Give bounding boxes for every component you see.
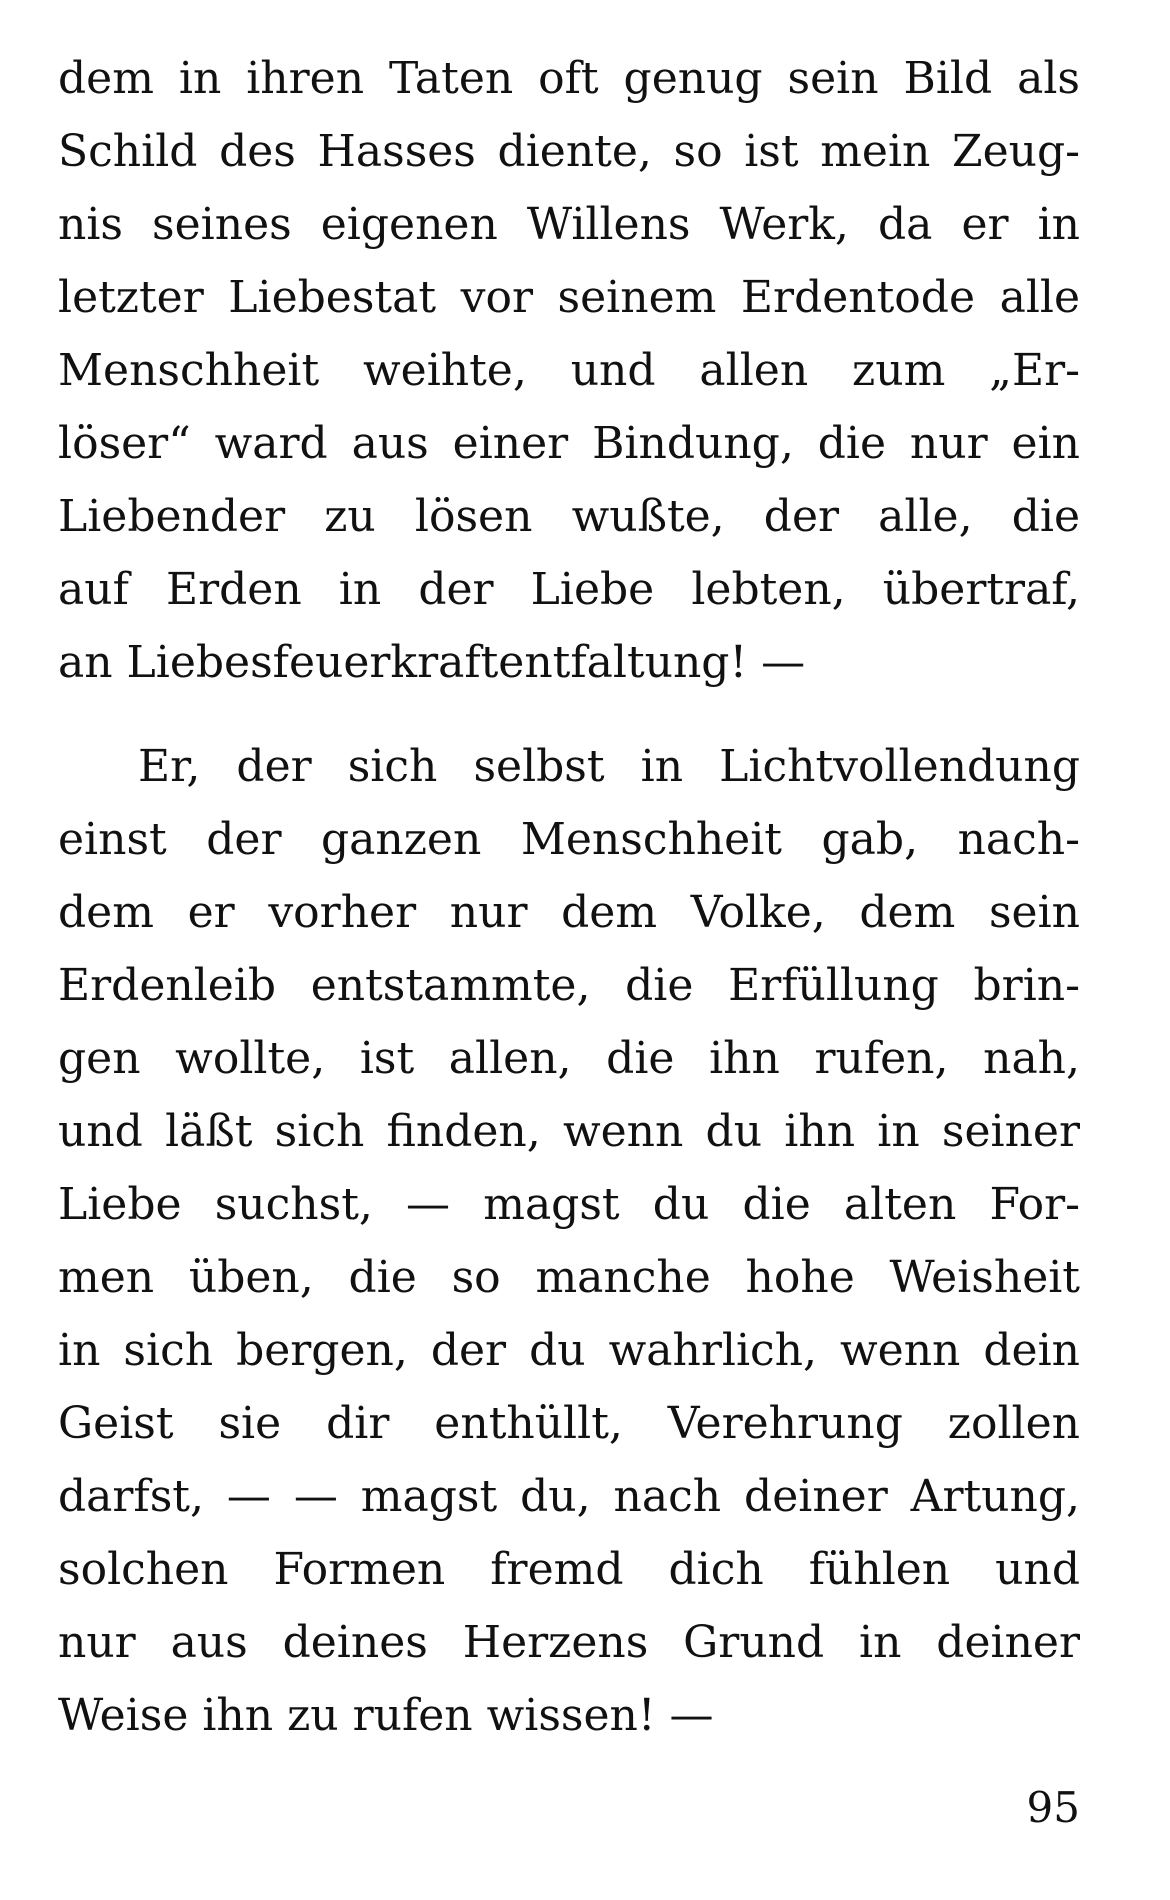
text-line: nis seines eigenen Willens Werk, da er in: [58, 199, 1080, 250]
text-line: einst der ganzen Menschheit gab, nach-: [58, 814, 1080, 865]
text-line: Geist sie dir enthüllt, Verehrung zollen: [58, 1398, 1080, 1449]
text-line: letzter Liebestat vor seinem Erdentode alle: [58, 272, 1080, 323]
text-line: Er, der sich selbst in Lichtvollendung: [138, 741, 1080, 792]
text-line: dem in ihren Taten oft genug sein Bild als: [58, 53, 1080, 104]
text-line: darfst, — — magst du, nach deiner Artung,: [58, 1471, 1080, 1522]
text-line: Weise ihn zu rufen wissen! —: [58, 1690, 714, 1741]
text-line: Liebe suchst, — magst du die alten For-: [58, 1179, 1080, 1230]
text-line: solchen Formen fremd dich fühlen und: [58, 1544, 1080, 1595]
text-line: Schild des Hasses diente, so ist mein Zeug-: [58, 126, 1080, 177]
text-line: in sich bergen, der du wahrlich, wenn dein: [58, 1325, 1080, 1376]
text-line: löser“ ward aus einer Bindung, die nur ein: [58, 418, 1080, 469]
text-line: Menschheit weihte, und allen zum „Er-: [58, 345, 1080, 396]
text-line: dem er vorher nur dem Volke, dem sein: [58, 887, 1080, 938]
text-line: nur aus deines Herzens Grund in deiner: [58, 1617, 1080, 1668]
text-line: Liebender zu lösen wußte, der alle, die: [58, 491, 1080, 542]
text-line: gen wollte, ist allen, die ihn rufen, nah,: [58, 1033, 1080, 1084]
paragraph-1: [58, 42, 1080, 699]
text-line: men üben, die so manche hohe Weisheit: [58, 1252, 1080, 1303]
text-line: an Liebesfeuerkraftentfaltung! —: [58, 637, 806, 688]
paragraph-2: [58, 730, 1080, 1752]
text-line: und läßt sich finden, wenn du ihn in seiner: [58, 1106, 1080, 1157]
text-line: Erdenleib entstammte, die Erfüllung brin-: [58, 960, 1080, 1011]
page-number: 95: [1026, 1783, 1080, 1832]
text-line: auf Erden in der Liebe lebten, übertraf,: [58, 564, 1080, 615]
